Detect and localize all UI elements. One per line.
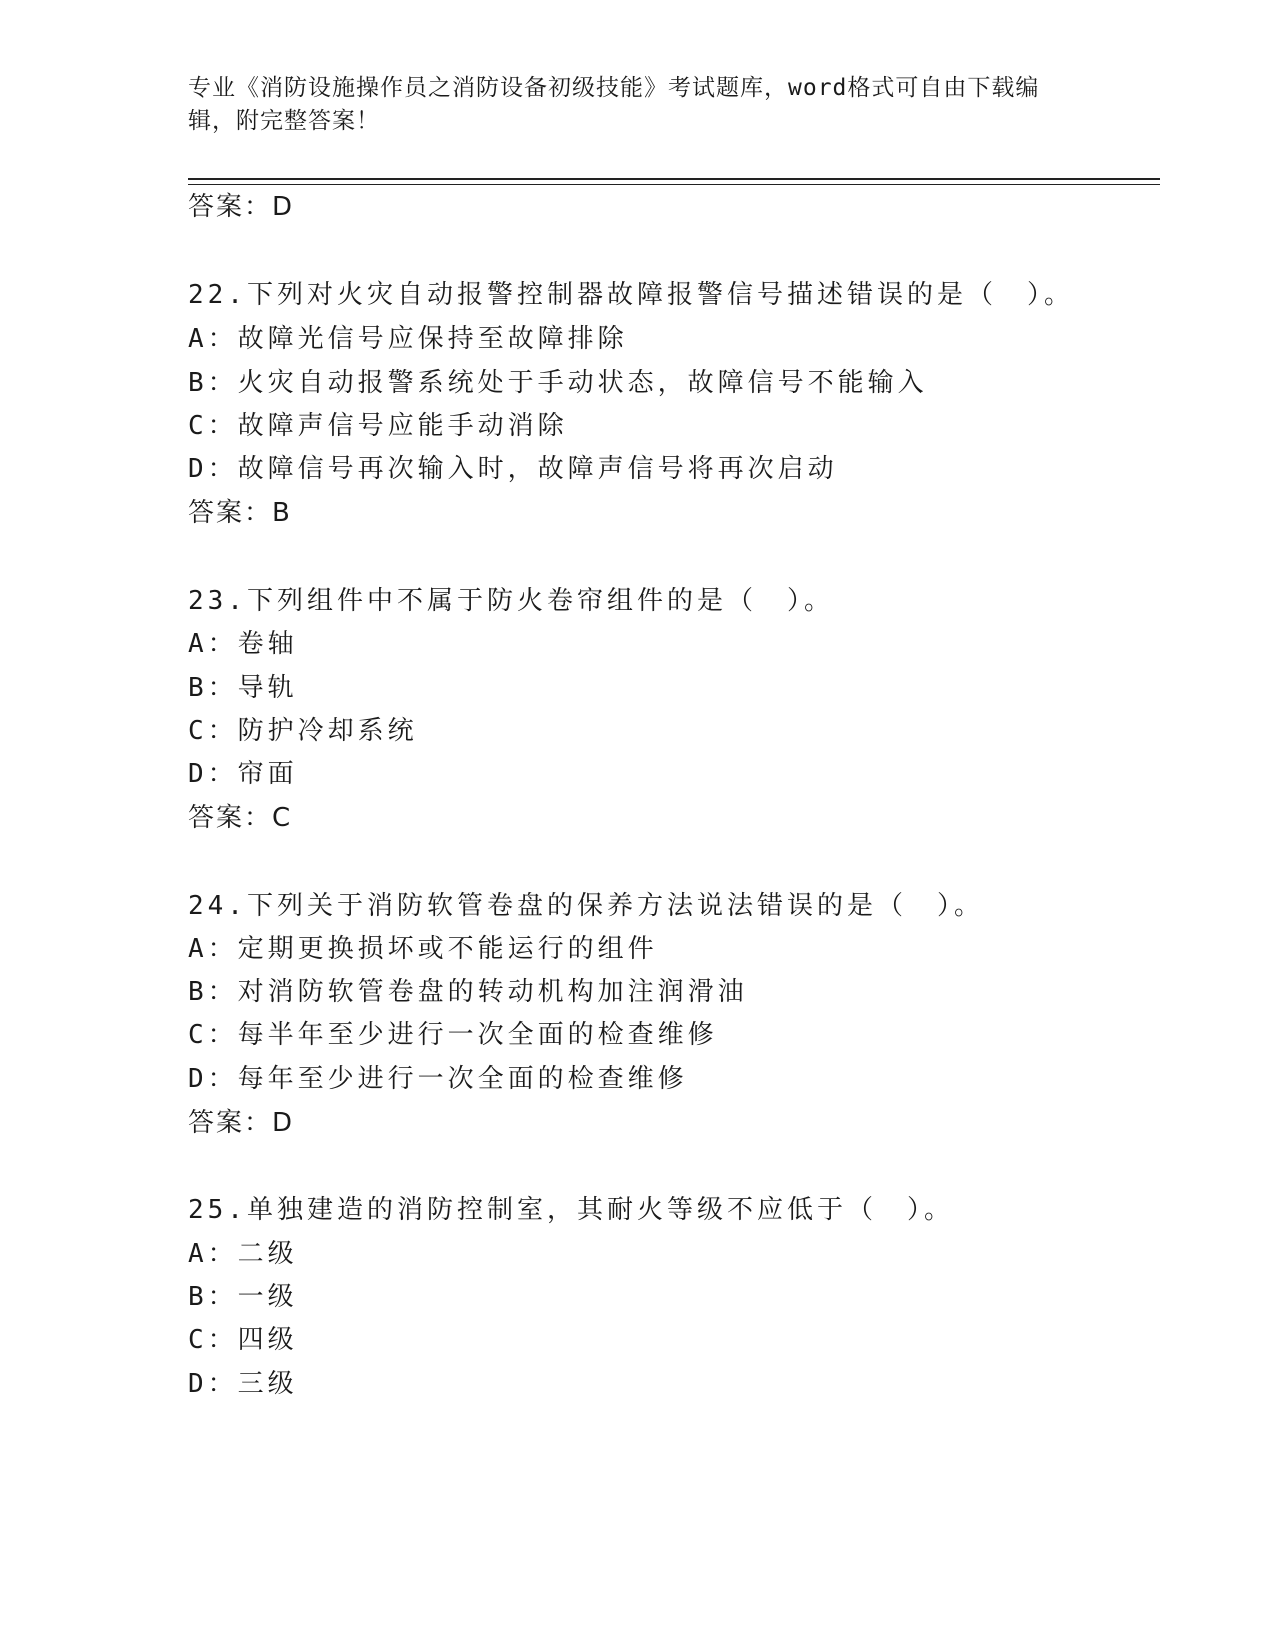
header-divider-thick <box>188 178 1160 180</box>
option-d: D：三级 <box>188 1369 298 1399</box>
document-header: 专业《消防设施操作员之消防设备初级技能》考试题库，word格式可自由下载编辑，附完整答案！ <box>188 75 1040 134</box>
option-c: C：每半年至少进行一次全面的检查维修 <box>188 1020 718 1050</box>
question-stem: 25.单独建造的消防控制室，其耐火等级不应低于（ ）。 <box>188 1195 954 1225</box>
option-b: B：火灾自动报警系统处于手动状态，故障信号不能输入 <box>188 368 928 398</box>
option-c: C：四级 <box>188 1325 298 1355</box>
option-c: C：故障声信号应能手动消除 <box>188 411 568 441</box>
question-stem: 24.下列关于消防软管卷盘的保养方法说法错误的是（ ）。 <box>188 891 984 921</box>
option-a: A：故障光信号应保持至故障排除 <box>188 324 628 354</box>
option-a: A：二级 <box>188 1239 298 1269</box>
option-b: B：导轨 <box>188 673 298 703</box>
header-divider-thin <box>188 184 1160 185</box>
answer-line: 答案：D <box>188 1108 295 1138</box>
question-stem: 23.下列组件中不属于防火卷帘组件的是（ ）。 <box>188 586 834 616</box>
answer-line: 答案：C <box>188 803 293 833</box>
option-d: D：每年至少进行一次全面的检查维修 <box>188 1064 688 1094</box>
question-stem: 22.下列对火灾自动报警控制器故障报警信号描述错误的是（ ）。 <box>188 280 1074 310</box>
option-b: B：对消防软管卷盘的转动机构加注润滑油 <box>188 977 748 1007</box>
answer-line: 答案：D <box>188 192 295 222</box>
option-d: D：帘面 <box>188 759 298 789</box>
option-d: D：故障信号再次输入时，故障声信号将再次启动 <box>188 454 838 484</box>
answer-line: 答案：B <box>188 498 292 528</box>
option-b: B：一级 <box>188 1282 298 1312</box>
option-a: A：定期更换损坏或不能运行的组件 <box>188 934 658 964</box>
option-a: A：卷轴 <box>188 629 298 659</box>
option-c: C：防护冷却系统 <box>188 716 418 746</box>
